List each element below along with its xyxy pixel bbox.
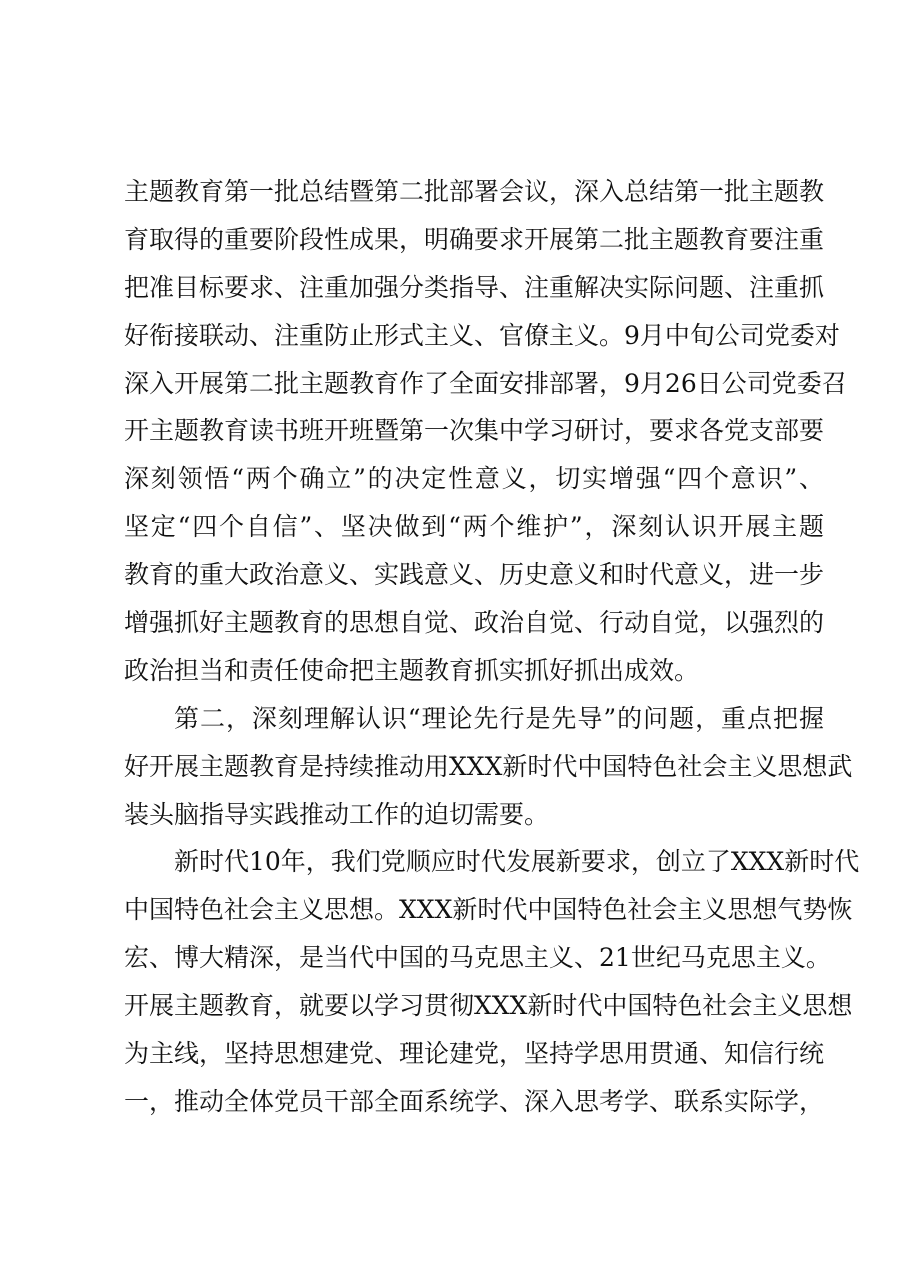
text-line: 坚定“四个自信”、坚决做到“两个维护”，深刻认识开展主题 [124,512,824,542]
text-line: 好开展主题教育是持续推动用XXX新时代中国特色社会主义思想武 [124,751,853,781]
text-line: 好衔接联动、注重防止形式主义、官僚主义。9月中旬公司党委对 [124,320,840,350]
text-line: 政治担当和责任使命把主题教育抓实抓好抓出成效。 [124,655,700,685]
text-line: 第二，深刻理解认识“理论先行是先导”的问题，重点把握 [174,703,824,733]
text-line: 新时代10年，我们党顺应时代发展新要求，创立了XXX新时代 [174,847,860,877]
text-line: 开展主题教育，就要以学习贯彻XXX新时代中国特色社会主义思想 [124,991,853,1021]
text-line: 深入开展第二批主题教育作了全面安排部署，9月26日公司党委召 [124,368,847,398]
text-line: 装头脑指导实践推动工作的迫切需要。 [124,799,550,829]
text-line: 一，推动全体党员干部全面系统学、深入思考学、联系实际学， [124,1086,825,1116]
text-line: 主题教育第一批总结暨第二批部署会议，深入总结第一批主题教 [124,177,825,206]
text-line: 育取得的重要阶段性成果，明确要求开展第二批主题教育要注重 [124,224,825,254]
text-line: 宏、博大精深，是当代中国的马克思主义、21世纪马克思主义。 [124,943,831,973]
text-line: 增强抓好主题教育的思想自觉、政治自觉、行动自觉，以强烈的 [124,608,825,638]
text-line: 教育的重大政治意义、实践意义、历史意义和时代意义，进一步 [124,560,825,590]
document-body [124,168,860,1126]
text-line: 为主线，坚持思想建党、理论建党，坚持学思用贯通、知信行统 [124,1039,825,1069]
text-line: 开主题教育读书班开班暨第一次集中学习研讨，要求各党支部要 [124,416,825,446]
text-line: 中国特色社会主义思想。XXX新时代中国特色社会主义思想气势恢 [124,895,853,925]
text-line: 深刻领悟“两个确立”的决定性意义，切实增强“四个意识”、 [124,464,824,494]
text-line: 把准目标要求、注重加强分类指导、注重解决实际问题、注重抓 [124,272,825,302]
